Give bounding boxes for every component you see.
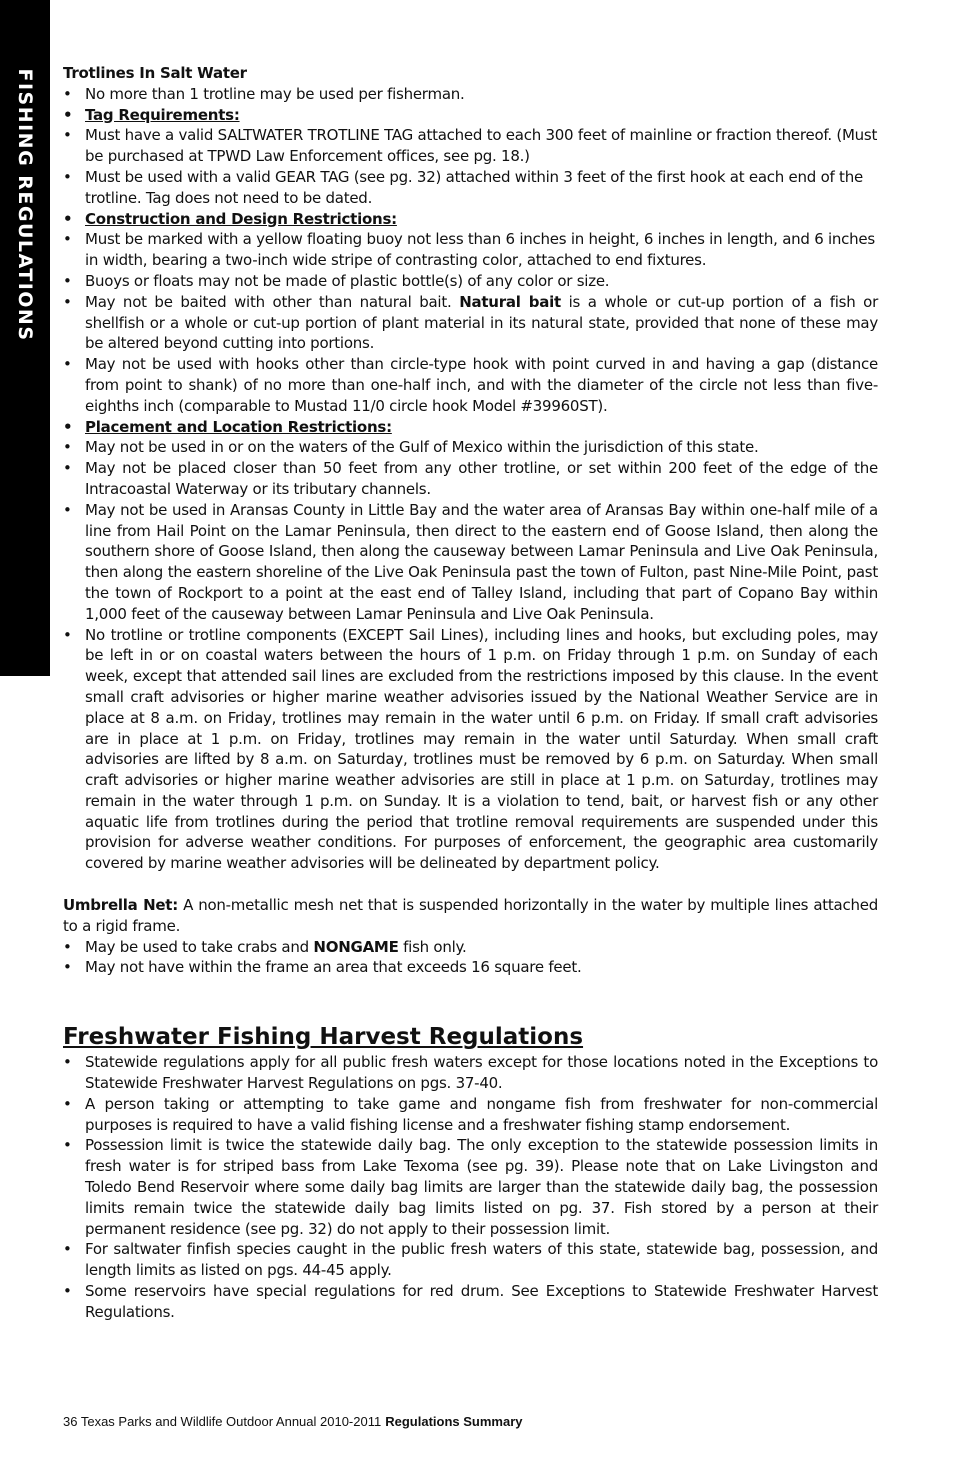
list-item: • May not have within the frame an area that exceeds 16 square feet. <box>63 957 878 978</box>
page-content <box>63 63 878 1323</box>
text-run: May be used to take crabs and <box>85 937 309 956</box>
text-run: fish only. <box>403 937 467 956</box>
page-footer <box>63 1414 523 1429</box>
footer-section-label: Regulations Summary <box>385 1414 523 1429</box>
list-item: • Must have a valid SALTWATER TROTLINE TAG attached to each 300 feet of mainline or fraction thereof. (Must be purchased at TPWD Law Enforcement offices, see pg. 18.) <box>63 125 878 167</box>
list-item: • Possession limit is twice the statewide daily bag. The only exception to the statewide possession limits in fresh water is for striped bass from Lake Texoma (see pg. 39). Please note that on Lake Livingston and Toledo Bend Reservoir where some daily bag limits are larger than the statewide daily bag, the possession limits remain twice the statewide daily bag limits listed on pg. 37. Fish stored by a person at their permanent residence (see pg. 32) do not apply to their possession limit. <box>63 1135 878 1239</box>
list-item: • For saltwater finfish species caught in the public fresh waters of this state, statewide bag, possession, and length limits as listed on pgs. 44-45 apply. <box>63 1239 878 1281</box>
spacer <box>63 874 878 895</box>
text-run: May not be baited with other than natural bait. <box>85 292 452 311</box>
list-item <box>63 292 878 354</box>
umbrella-net-paragraph <box>63 895 878 937</box>
construction-heading: • Construction and Design Restrictions: <box>63 209 878 230</box>
list-item: • No trotline or trotline components (EXCEPT Sail Lines), including lines and hooks, but excluding poles, may be left in or on coastal waters between the hours of 1 p.m. on Friday through 1 p.m. on Sunday of each week, except that attended sail lines are excluded from the restrictions imposed by this clause. In the event small craft advisories or higher marine weather advisories issued by the National Weather Service are in place at 8 a.m. on Friday, trotlines may remain in the water until 6 p.m. on Friday. If small craft advisories are in place at 1 p.m. on Friday, trotlines may remain in the water until Saturday. When small craft advisories are lifted by 8 a.m. on Saturday, trotlines must be removed by 6 p.m. on Saturday. When small craft advisories or higher marine weather advisories are still in place at 1 p.m. on Saturday, trotlines may remain in the water through 1 p.m. on Sunday. It is a violation to tend, bait, or harvest fish or any other aquatic life from trotlines during the period that trotline removal requirements are suspended under this provision for adverse weather conditions. For purposes of enforcement, the geographic area customarily covered by marine weather advisories will be delineated by department policy. <box>63 625 878 875</box>
natural-bait-term: Natural bait <box>459 292 561 311</box>
list-item: • No more than 1 trotline may be used per fisherman. <box>63 84 878 105</box>
trotlines-title: Trotlines In Salt Water <box>63 64 247 82</box>
list-item: • Must be used with a valid GEAR TAG (see pg. 32) attached within 3 feet of the first hook at each end of the trotline. Tag does not need to be dated. <box>63 167 878 209</box>
list-item: • May not be used in or on the waters of the Gulf of Mexico within the jurisdiction of this state. <box>63 437 878 458</box>
tag-requirements-heading: • Tag Requirements: <box>63 105 878 126</box>
nongame-term: NONGAME <box>313 937 399 956</box>
text-run: is a whole or cut-up portion of a fish or shellfish or a whole or cut-up portion of plant material in its natural state, provided that none of these may be altered beyond cutting into portions. <box>85 292 878 353</box>
text-run: A non-metallic mesh net that is suspended horizontally in the water by multiple lines attached to a rigid frame. <box>63 896 878 935</box>
side-tab-label: FISHING REGULATIONS <box>14 68 36 342</box>
footer-text: 36 Texas Parks and Wildlife Outdoor Annual 2010-2011 <box>63 1414 382 1429</box>
list-item: • Buoys or floats may not be made of plastic bottle(s) of any color or size. <box>63 271 878 292</box>
list-item: • May not be used in Aransas County in Little Bay and the water area of Aransas Bay within one-half mile of a line from Hail Point on the Lamar Peninsula, then direct to the eastern end of Goose Island, then along the southern shore of Goose Island, then along the causeway between Lamar Peninsula and Live Oak Peninsula, then along the eastern shoreline of the Live Oak Peninsula past the town of Fulton, past Nine-Mile Point, past the town of Rockport to a point at the east end of Talley Island, including that part of Copano Bay within 1,000 feet of the causeway between Lamar Peninsula and Live Oak Peninsula. <box>63 500 878 625</box>
list-item: • May not be used with hooks other than circle-type hook with point curved in and having a gap (distance from point to shank) of no more than one-half inch, and with the diameter of the circle not less than five-eighths inch (comparable to Mustad 11/0 circle hook Model #39960ST). <box>63 354 878 416</box>
list-item: • May not be placed closer than 50 feet from any other trotline, or set within 200 feet of the edge of the Intracoastal Waterway or its tributary channels. <box>63 458 878 500</box>
freshwater-section-title: Freshwater Fishing Harvest Regulations <box>63 1024 584 1051</box>
list-item: • A person taking or attempting to take game and nongame fish from freshwater for non-commercial purposes is required to have a valid fishing license and a freshwater fishing stamp endorsement. <box>63 1094 878 1136</box>
side-tab <box>0 0 50 676</box>
spacer <box>63 978 878 1022</box>
list-item <box>63 937 878 958</box>
umbrella-net-heading: Umbrella Net: <box>63 896 178 915</box>
list-item: • Some reservoirs have special regulations for red drum. See Exceptions to Statewide Freshwater Harvest Regulations. <box>63 1281 878 1323</box>
list-item: • Must be marked with a yellow floating buoy not less than 6 inches in height, 6 inches in length, and 6 inches in width, bearing a two-inch wide stripe of contrasting color, attached to end fixtures. <box>63 229 878 271</box>
placement-heading: • Placement and Location Restrictions: <box>63 417 878 438</box>
list-item: • Statewide regulations apply for all public fresh waters except for those locations noted in the Exceptions to Statewide Freshwater Harvest Regulations on pgs. 37-40. <box>63 1052 878 1094</box>
